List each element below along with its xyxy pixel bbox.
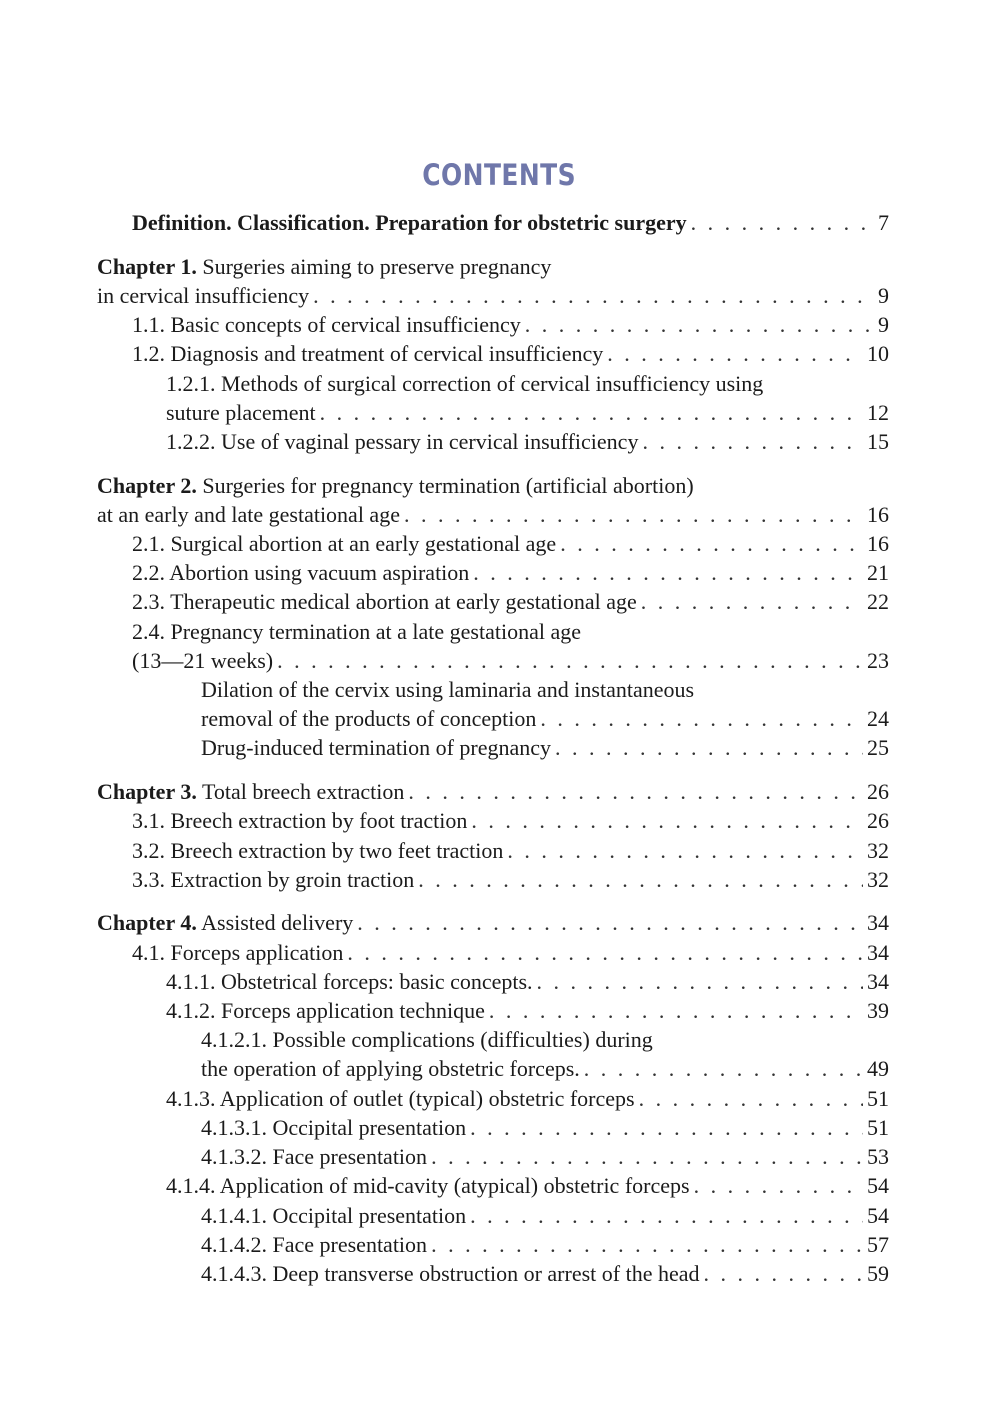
page-number: 26 <box>867 808 889 834</box>
chapter-title-continued: at an early and late gestational age <box>97 501 400 527</box>
dot-leader <box>639 1084 863 1113</box>
chapter-title-continued: in cervical insufficiency <box>97 282 310 308</box>
page-number: 49 <box>867 1056 889 1082</box>
toc-chapter-4[interactable] <box>97 908 889 937</box>
toc-entry-label: 3.3. Extraction by groin traction <box>132 866 415 892</box>
page-number: 32 <box>867 837 889 863</box>
toc-entry-label: 4.1.4.2. Face presentation <box>201 1231 428 1257</box>
dot-leader <box>691 208 873 237</box>
toc-entry-label: Drug-induced termination of pregnancy <box>201 735 552 761</box>
page-number: 24 <box>867 706 889 732</box>
chapter-title: Surgeries for pregnancy termination (artificial abortion) <box>202 472 694 498</box>
page-number: 57 <box>867 1231 889 1257</box>
page-number: 26 <box>867 779 889 805</box>
toc-entry[interactable] <box>97 529 889 558</box>
toc-entry[interactable] <box>97 617 889 675</box>
dot-leader <box>313 281 873 310</box>
toc-entry-label: 3.2. Breech extraction by two feet traction <box>132 837 504 863</box>
page-number: 39 <box>867 998 889 1024</box>
toc-entry[interactable] <box>97 836 889 865</box>
toc-entry-label: 4.1.3. Application of outlet (typical) obstetric forceps <box>166 1085 635 1111</box>
toc-entry-label-continued: suture placement <box>166 399 316 425</box>
page-number: 12 <box>867 399 889 425</box>
dot-leader <box>507 836 863 865</box>
toc-entry-label: 4.1.3.2. Face presentation <box>201 1144 428 1170</box>
toc-entry-label: 4.1.3.1. Occipital presentation <box>201 1114 467 1140</box>
toc-entry[interactable] <box>97 1113 889 1142</box>
dot-leader <box>607 339 863 368</box>
chapter-label: Chapter 1. <box>97 253 197 279</box>
dot-leader <box>642 427 863 456</box>
toc-entry[interactable] <box>97 865 889 894</box>
page-number: 15 <box>867 428 889 454</box>
toc-entry[interactable] <box>97 1142 889 1171</box>
toc-entry[interactable] <box>97 675 889 733</box>
table-of-contents <box>97 208 889 1288</box>
toc-entry-label: 4.1.4. Application of mid-cavity (atypical) obstetric forceps <box>166 1173 690 1199</box>
dot-leader <box>560 529 863 558</box>
dot-leader <box>584 1054 863 1083</box>
page-number: 9 <box>878 312 889 338</box>
toc-entry[interactable] <box>97 1171 889 1200</box>
chapter-label: Chapter 3. <box>97 779 197 805</box>
dot-leader <box>357 908 863 937</box>
toc-entry-label: 4.1.2. Forceps application technique <box>166 998 485 1024</box>
page-title: CONTENTS <box>422 158 577 192</box>
dot-leader <box>471 806 863 835</box>
toc-entry-label: 1.1. Basic concepts of cervical insufficiency <box>132 312 521 338</box>
page-number: 54 <box>867 1173 889 1199</box>
toc-entry-label-continued: the operation of applying obstetric forceps. <box>201 1056 580 1082</box>
toc-entry-label: 1.2. Diagnosis and treatment of cervical insufficiency <box>132 341 604 367</box>
toc-entry-label: 4.1.1. Obstetrical forceps: basic concepts. <box>166 968 533 994</box>
toc-entry[interactable] <box>97 967 889 996</box>
toc-entry-intro[interactable] <box>97 208 889 237</box>
dot-leader <box>408 777 863 806</box>
toc-entry-label-continued: removal of the products of conception <box>201 706 537 732</box>
toc-entry[interactable] <box>97 1259 889 1288</box>
page-number: 21 <box>867 560 889 586</box>
page-number: 16 <box>867 531 889 557</box>
dot-leader <box>431 1230 863 1259</box>
toc-entry-label: 2.3. Therapeutic medical abortion at early gestational age <box>132 589 637 615</box>
page-number: 34 <box>867 910 889 936</box>
toc-entry-label: Dilation of the cervix using laminaria and instantaneous <box>201 677 695 703</box>
toc-entry[interactable] <box>97 938 889 967</box>
toc-entry[interactable] <box>97 733 889 762</box>
toc-chapter-2[interactable] <box>97 471 889 529</box>
dot-leader <box>404 500 863 529</box>
dot-leader <box>470 1113 863 1142</box>
page-number: 10 <box>867 341 889 367</box>
page-number: 34 <box>867 939 889 965</box>
dot-leader <box>277 646 863 675</box>
chapter-label: Chapter 4. <box>97 910 197 936</box>
page-number: 34 <box>867 968 889 994</box>
dot-leader <box>320 398 863 427</box>
page-number: 9 <box>878 282 889 308</box>
toc-entry[interactable] <box>97 806 889 835</box>
toc-entry[interactable] <box>97 587 889 616</box>
toc-entry-label: 4.1. Forceps application <box>132 939 344 965</box>
page-number: 16 <box>867 501 889 527</box>
toc-entry[interactable] <box>97 427 889 456</box>
dot-leader <box>418 865 863 894</box>
dot-leader <box>525 310 873 339</box>
dot-leader <box>347 938 863 967</box>
toc-entry-label-continued: (13—21 weeks) <box>132 647 274 673</box>
toc-entry[interactable] <box>97 1230 889 1259</box>
dot-leader <box>555 733 863 762</box>
toc-entry-label: 2.1. Surgical abortion at an early gestational age <box>132 531 557 557</box>
dot-leader <box>470 1201 863 1230</box>
toc-entry-label: 4.1.4.3. Deep transverse obstruction or arrest of the head <box>201 1260 700 1286</box>
chapter-title: Surgeries aiming to preserve pregnancy <box>202 253 552 279</box>
toc-entry[interactable] <box>97 1201 889 1230</box>
dot-leader <box>540 704 863 733</box>
page-number: 54 <box>867 1202 889 1228</box>
page-number: 51 <box>867 1114 889 1140</box>
toc-entry[interactable] <box>97 1084 889 1113</box>
page-number: 25 <box>867 735 889 761</box>
page-number: 7 <box>878 210 889 235</box>
page-number: 22 <box>867 589 889 615</box>
toc-entry-label: 3.1. Breech extraction by foot traction <box>132 808 468 834</box>
toc-entry[interactable] <box>97 339 889 368</box>
toc-entry[interactable] <box>97 369 889 427</box>
dot-leader <box>641 587 863 616</box>
toc-chapter-1[interactable] <box>97 252 889 310</box>
page-number: 53 <box>867 1144 889 1170</box>
toc-entry-label: 1.2.1. Methods of surgical correction of cervical insufficiency using <box>166 370 764 396</box>
page-number: 23 <box>867 647 889 673</box>
dot-leader <box>473 558 863 587</box>
page-number: 59 <box>867 1260 889 1286</box>
toc-entry-label: 4.1.4.1. Occipital presentation <box>201 1202 467 1228</box>
dot-leader <box>537 967 863 996</box>
toc-entry-label: 1.2.2. Use of vaginal pessary in cervical insufficiency <box>166 428 639 454</box>
toc-entry[interactable] <box>97 310 889 339</box>
chapter-title: Total breech extraction <box>201 779 405 805</box>
toc-chapter-3[interactable] <box>97 777 889 806</box>
toc-entry-label: 2.4. Pregnancy termination at a late gestational age <box>132 618 582 644</box>
toc-entry[interactable] <box>97 1025 889 1083</box>
page-number: 32 <box>867 866 889 892</box>
dot-leader <box>489 996 863 1025</box>
toc-entry-label: 2.2. Abortion using vacuum aspiration <box>132 560 470 586</box>
dot-leader <box>704 1259 863 1288</box>
chapter-label: Chapter 2. <box>97 472 197 498</box>
toc-entry-label: 4.1.2.1. Possible complications (difficulties) during <box>201 1027 653 1053</box>
page-number: 51 <box>867 1085 889 1111</box>
toc-entry[interactable] <box>97 996 889 1025</box>
dot-leader <box>694 1171 863 1200</box>
dot-leader <box>431 1142 863 1171</box>
toc-entry-label: Definition. Classification. Preparation for obstetric surgery <box>132 210 687 235</box>
chapter-title: Assisted delivery <box>201 910 354 936</box>
toc-entry[interactable] <box>97 558 889 587</box>
